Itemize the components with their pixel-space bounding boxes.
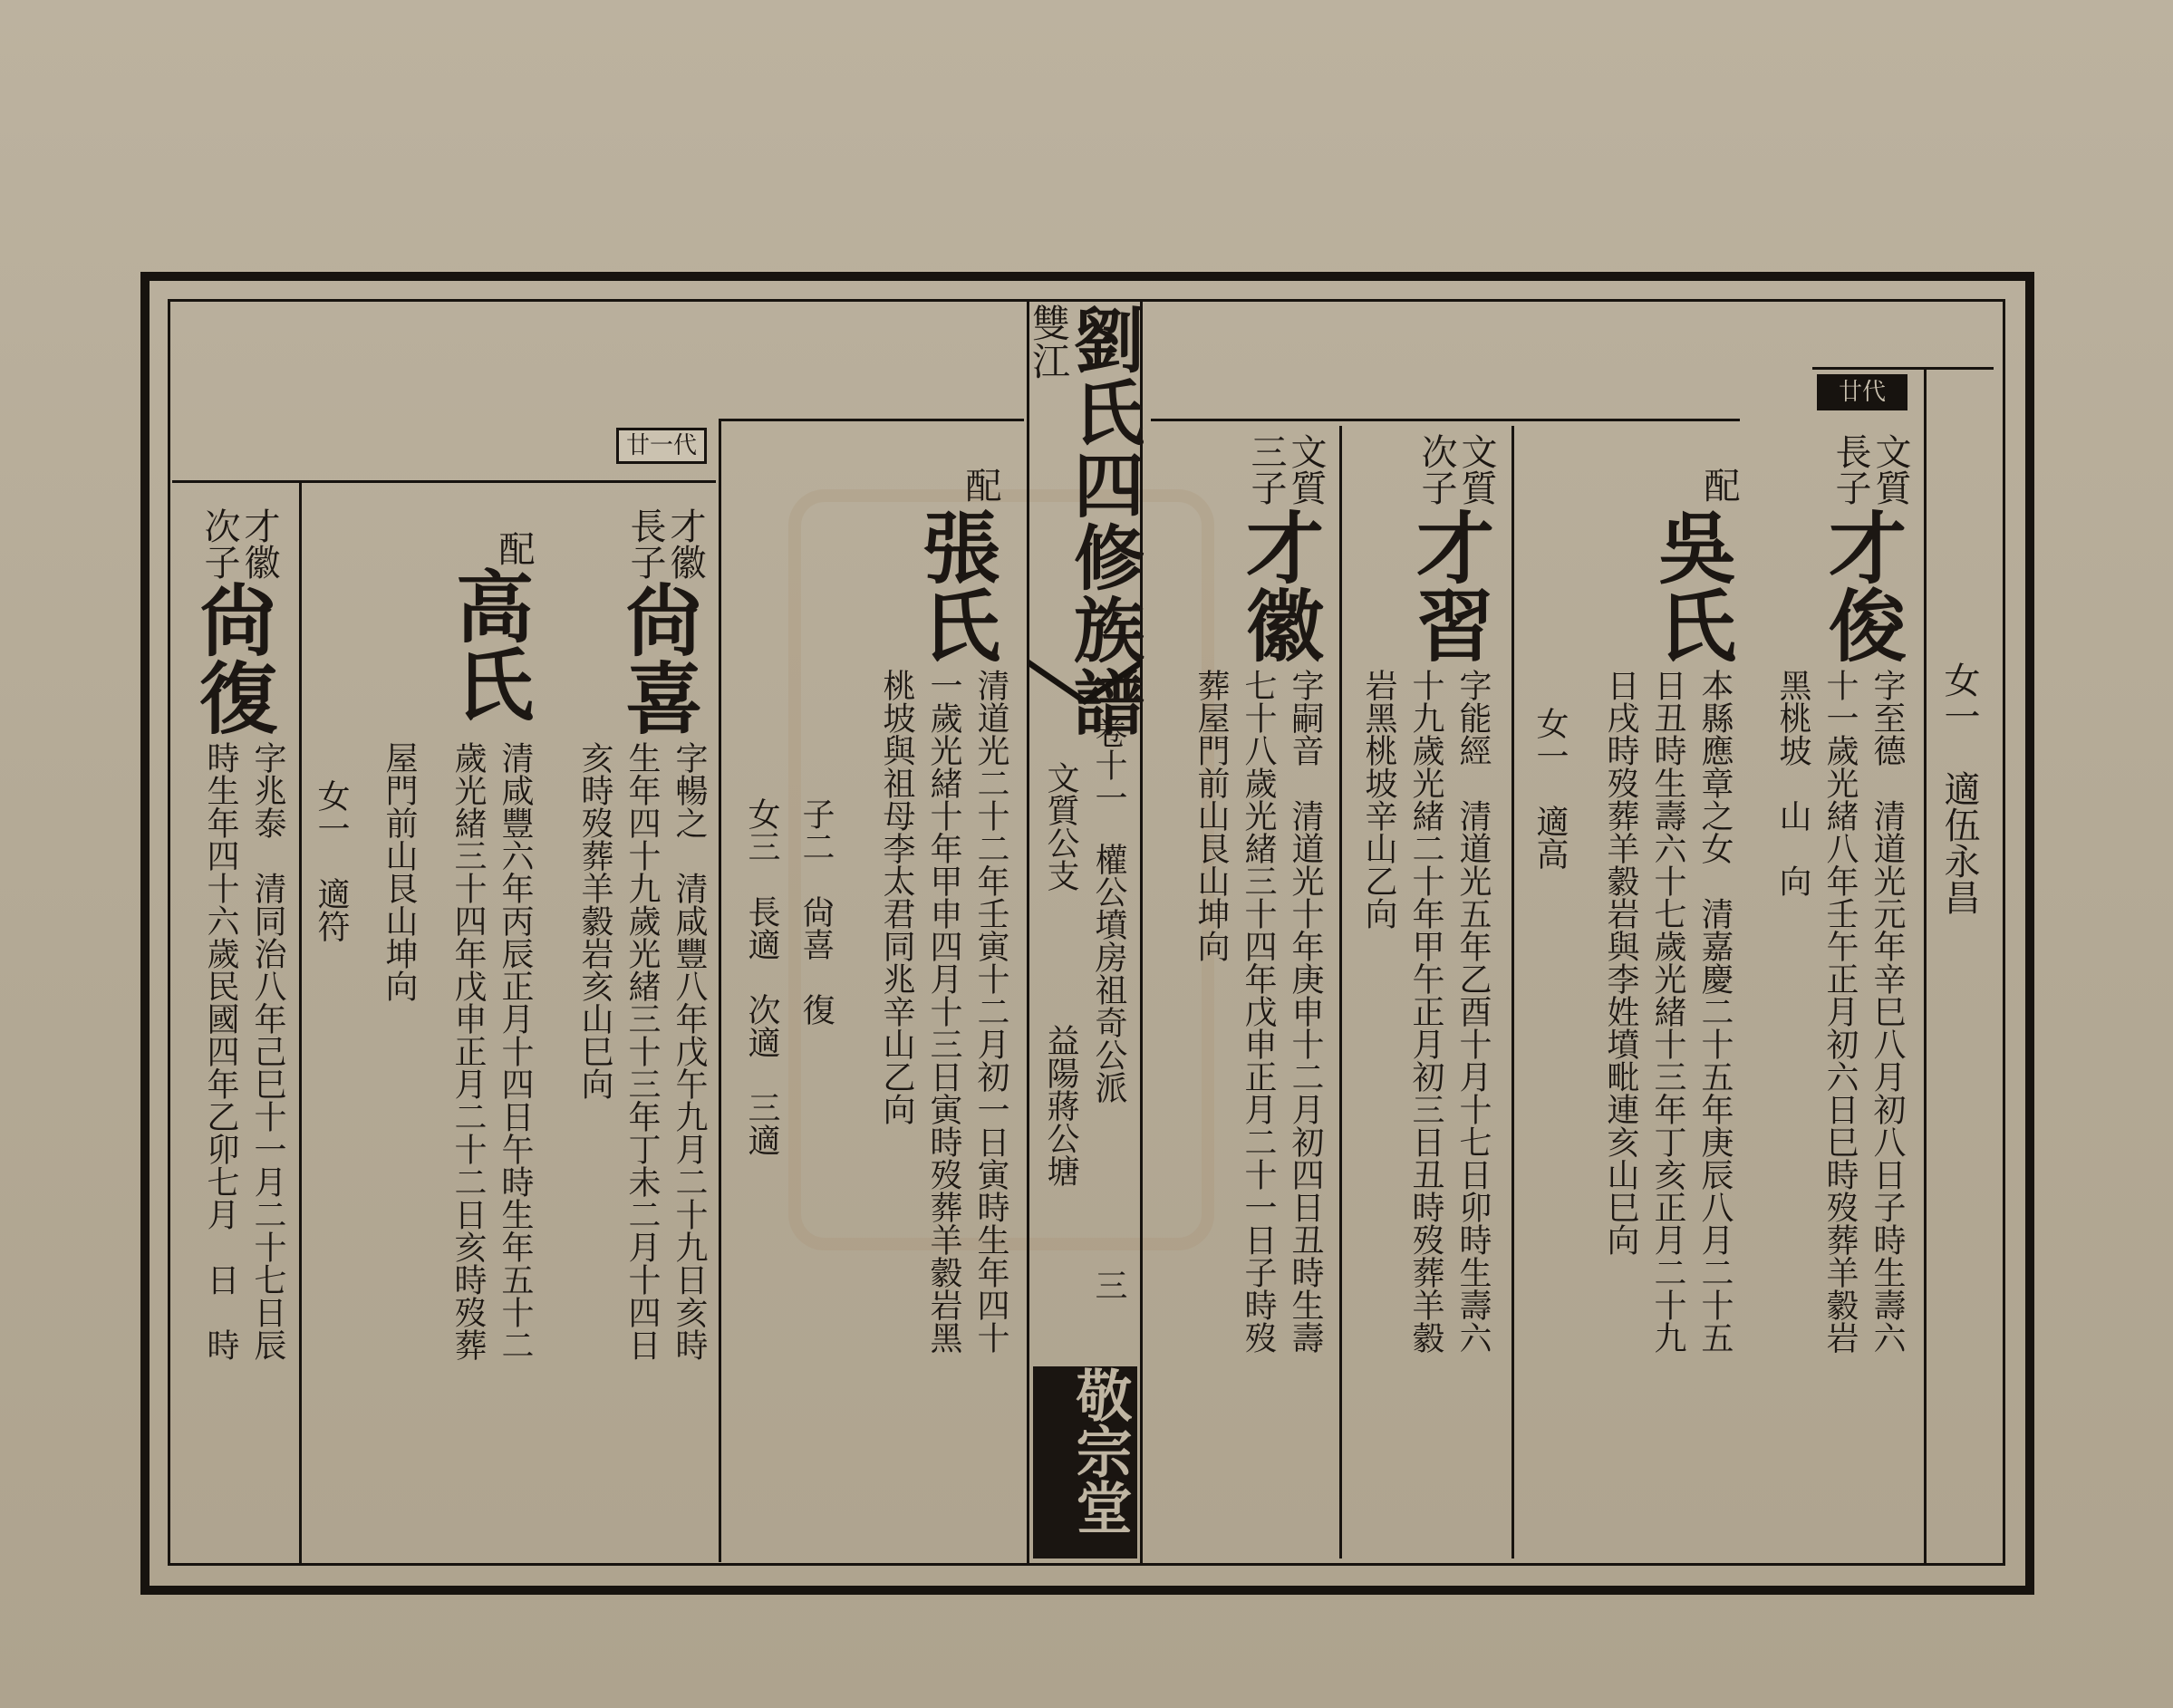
entry-line: 岩黑桃坡辛山乙向 (1360, 669, 1397, 930)
generation-tag: 廿一代 (616, 428, 707, 464)
column-rule (1339, 426, 1342, 1558)
entry-line: 字能經 清道光五年乙酉十月十七日卯時生壽六 (1454, 669, 1492, 1354)
entry-line: 亥時歿葬羊豰岩亥山巳向 (576, 741, 613, 1100)
column-rule (1511, 426, 1514, 1558)
entry-line: 時生年四十六歲民國四年乙卯七月 日 時 (202, 741, 239, 1361)
entry-heading: 文質 長子 (1830, 433, 1911, 506)
entry-line: 歲光緒三十四年戊申正月二十二日亥時歿葬 (449, 741, 487, 1361)
entry-line: 一歲光緒十年甲申四月十三日寅時歿葬羊豰岩黑 (925, 669, 962, 1354)
entry-line: 屋門前山艮山坤向 (381, 741, 418, 1002)
entry-name: 才俊 (1815, 507, 1907, 663)
entry-rule (1151, 419, 1740, 421)
entry-line: 字兆泰 清同治八年己巳十一月二十七日辰 (249, 741, 286, 1361)
generation-tag: 廿代 (1817, 374, 1907, 410)
entry-name: 才徽 (1232, 507, 1324, 663)
entry-rule (1812, 367, 1994, 370)
entry-line: 子二 尙喜 復 (797, 797, 835, 1026)
entry-line: 女三 長適 次適 三適 (743, 797, 780, 1156)
daughter-note: 女一 適伍永昌 (1938, 661, 1980, 915)
entry-line: 女一 適符 (313, 779, 350, 942)
entry-line: 桃坡與祖母李太君同兆辛山乙向 (878, 669, 915, 1125)
entry-line: 本縣應章之女 清嘉慶二十五年庚辰八月二十五 (1696, 669, 1734, 1354)
entry-line: 字暢之 清咸豐八年戊午九月二十九日亥時 (671, 741, 708, 1361)
entry-line: 十一歲光緒八年壬午正月初六日巳時歿葬羊豰岩 (1821, 669, 1859, 1354)
location-label: 益陽蔣公塘 (1042, 1024, 1079, 1187)
entry-line: 葬屋門前山艮山坤向 (1193, 669, 1230, 962)
entry-line: 日丑時生壽六十七歲光緒十三年丁亥正月二十九 (1649, 669, 1686, 1354)
section-label: 權公墳房祖奇公派 (1090, 843, 1127, 1104)
entry-name: 才習 (1403, 507, 1494, 663)
page-number: 三 (1090, 1269, 1127, 1301)
entry-name: 吳氏 (1645, 507, 1736, 663)
entry-name: 尙復 (186, 580, 277, 736)
entry-line: 日戌時歿葬羊豰岩與李姓墳毗連亥山巳向 (1602, 669, 1639, 1256)
volume-label: 卷十一 (1090, 716, 1127, 814)
entry-heading: 才徽 長子 (624, 507, 706, 580)
column-rule (299, 480, 302, 1563)
entry-rule (172, 480, 716, 483)
entry-heading: 配 (493, 530, 535, 566)
column-rule (719, 419, 721, 1562)
fishtail-ornament (1029, 660, 1140, 705)
entry-line: 十九歲光緒二十年甲午正月初三日丑時歿葬羊豰 (1407, 669, 1444, 1354)
entry-heading: 文質 三子 (1245, 433, 1327, 506)
entry-line: 清咸豐六年丙辰正月十四日午時生年五十二 (497, 741, 534, 1361)
book-title-prefix: 雙江 (1027, 304, 1071, 380)
entry-name: 高氏 (442, 566, 534, 722)
entry-heading: 配 (1698, 467, 1740, 503)
hall-name: 敬宗堂 (1067, 1366, 1133, 1535)
entry-line: 生年四十九歲光緒三十三年丁未二月十四日 (623, 741, 661, 1361)
entry-line: 清道光二十二年壬寅十二月初一日寅時生年四十 (972, 669, 1009, 1354)
entry-line: 字至德 清道光元年辛巳八月初八日子時生壽六 (1869, 669, 1906, 1354)
entry-line: 字嗣音 清道光十年庚申十二月初四日丑時生壽 (1287, 669, 1324, 1354)
branch-label: 文質公支 (1042, 761, 1079, 892)
entry-name: 張氏 (909, 507, 1000, 663)
entry-name: 尙喜 (612, 580, 703, 736)
entry-line: 女一 適高 (1531, 707, 1569, 870)
entry-heading: 才徽 次子 (198, 507, 280, 580)
entry-line: 黑桃坡 山 向 (1774, 669, 1811, 897)
entry-heading: 文質 次子 (1415, 433, 1497, 506)
entry-rule (720, 419, 1024, 421)
book-title: 劉氏四修族譜 (1062, 304, 1144, 738)
column-rule (1924, 367, 1927, 1563)
entry-line: 七十八歲光緒三十四年戊申正月二十一日子時歿 (1240, 669, 1277, 1354)
entry-heading: 配 (960, 467, 1001, 503)
